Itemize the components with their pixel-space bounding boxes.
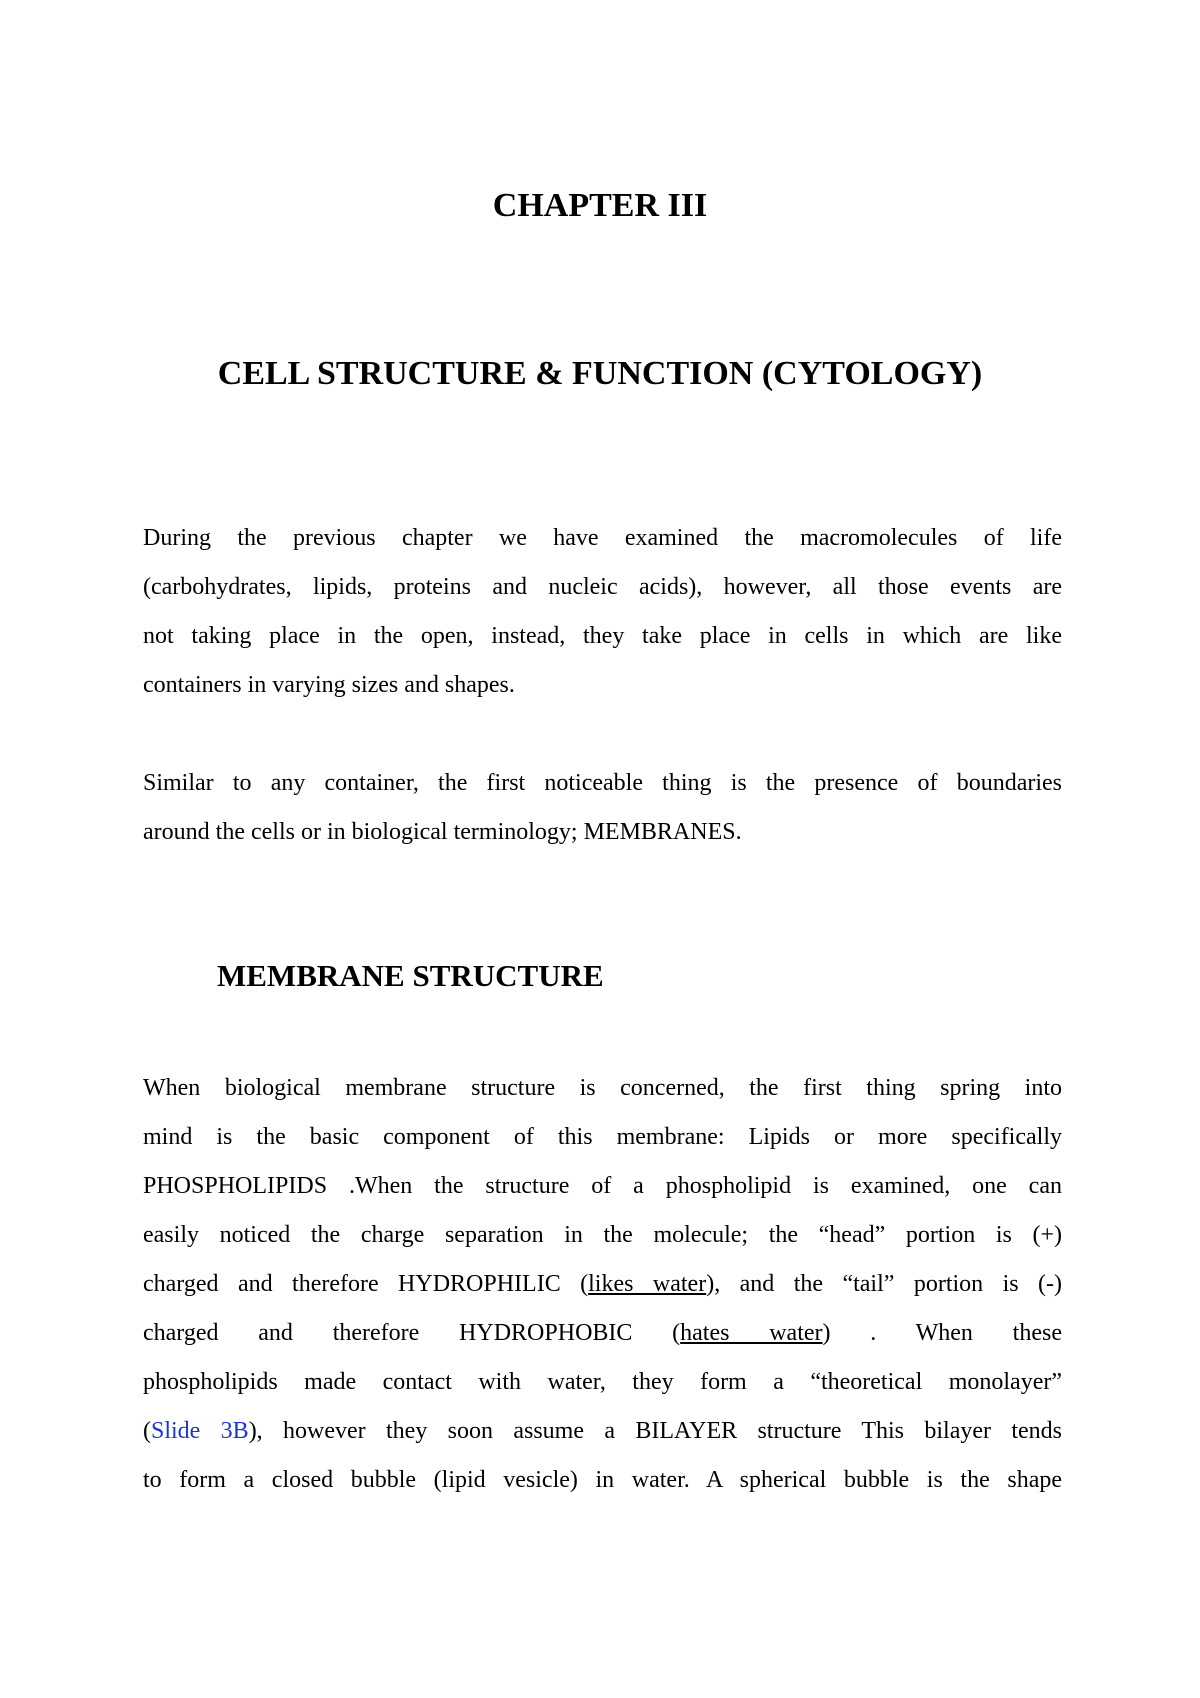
- membrane-structure-paragraph: [143, 1064, 1062, 1505]
- paragraph-line: around the cells or in biological terminology; MEMBRANES.: [143, 819, 742, 845]
- paragraph-line: When biological membrane structure is concerned, the first thing spring into: [143, 1075, 1062, 1101]
- chapter-title: CELL STRUCTURE & FUNCTION (CYTOLOGY): [217, 355, 983, 392]
- slide-reference-link[interactable]: Slide 3B: [151, 1418, 249, 1444]
- paragraph-line: easily noticed the charge separation in the molecule; the “head” portion is (+): [143, 1222, 1062, 1248]
- text-run: ), and the “tail” portion is (-): [706, 1271, 1062, 1297]
- paragraph-line: phospholipids made contact with water, they form a “theoretical monolayer”: [143, 1369, 1062, 1395]
- paragraph-line: to form a closed bubble (lipid vesicle) in water. A spherical bubble is the shape: [143, 1467, 1062, 1493]
- paragraph-line: [143, 1407, 1062, 1456]
- text-run: charged and therefore HYDROPHILIC (: [143, 1271, 589, 1297]
- paragraph-line: mind is the basic component of this membrane: Lipids or more specifically: [143, 1124, 1062, 1150]
- paragraph-line: Similar to any container, the first noticeable thing is the presence of boundaries: [143, 770, 1062, 796]
- text-run: (: [143, 1418, 151, 1444]
- text-run: ) . When these: [822, 1320, 1062, 1346]
- intro-paragraph-1: [143, 514, 1062, 710]
- paragraph-line: PHOSPHOLIPIDS .When the structure of a phospholipid is examined, one can: [143, 1173, 1062, 1199]
- text-run: charged and therefore HYDROPHOBIC (: [143, 1320, 681, 1346]
- text-run: ), however they soon assume a BILAYER structure This bilayer tends: [248, 1418, 1062, 1444]
- intro-paragraph-2: [143, 759, 1062, 857]
- underlined-term-likes-water: likes water: [588, 1271, 707, 1297]
- paragraph-line: (carbohydrates, lipids, proteins and nucleic acids), however, all those events are: [143, 574, 1062, 600]
- paragraph-line: not taking place in the open, instead, they take place in cells in which are like: [143, 623, 1062, 649]
- paragraph-line: containers in varying sizes and shapes.: [143, 672, 515, 698]
- chapter-number: CHAPTER III: [492, 187, 708, 224]
- paragraph-line: [143, 1309, 1062, 1358]
- section-heading: MEMBRANE STRUCTURE: [217, 958, 604, 993]
- paragraph-line: [143, 1260, 1062, 1309]
- underlined-term-hates-water: hates water: [680, 1320, 823, 1346]
- paragraph-line: During the previous chapter we have examined the macromolecules of life: [143, 525, 1062, 551]
